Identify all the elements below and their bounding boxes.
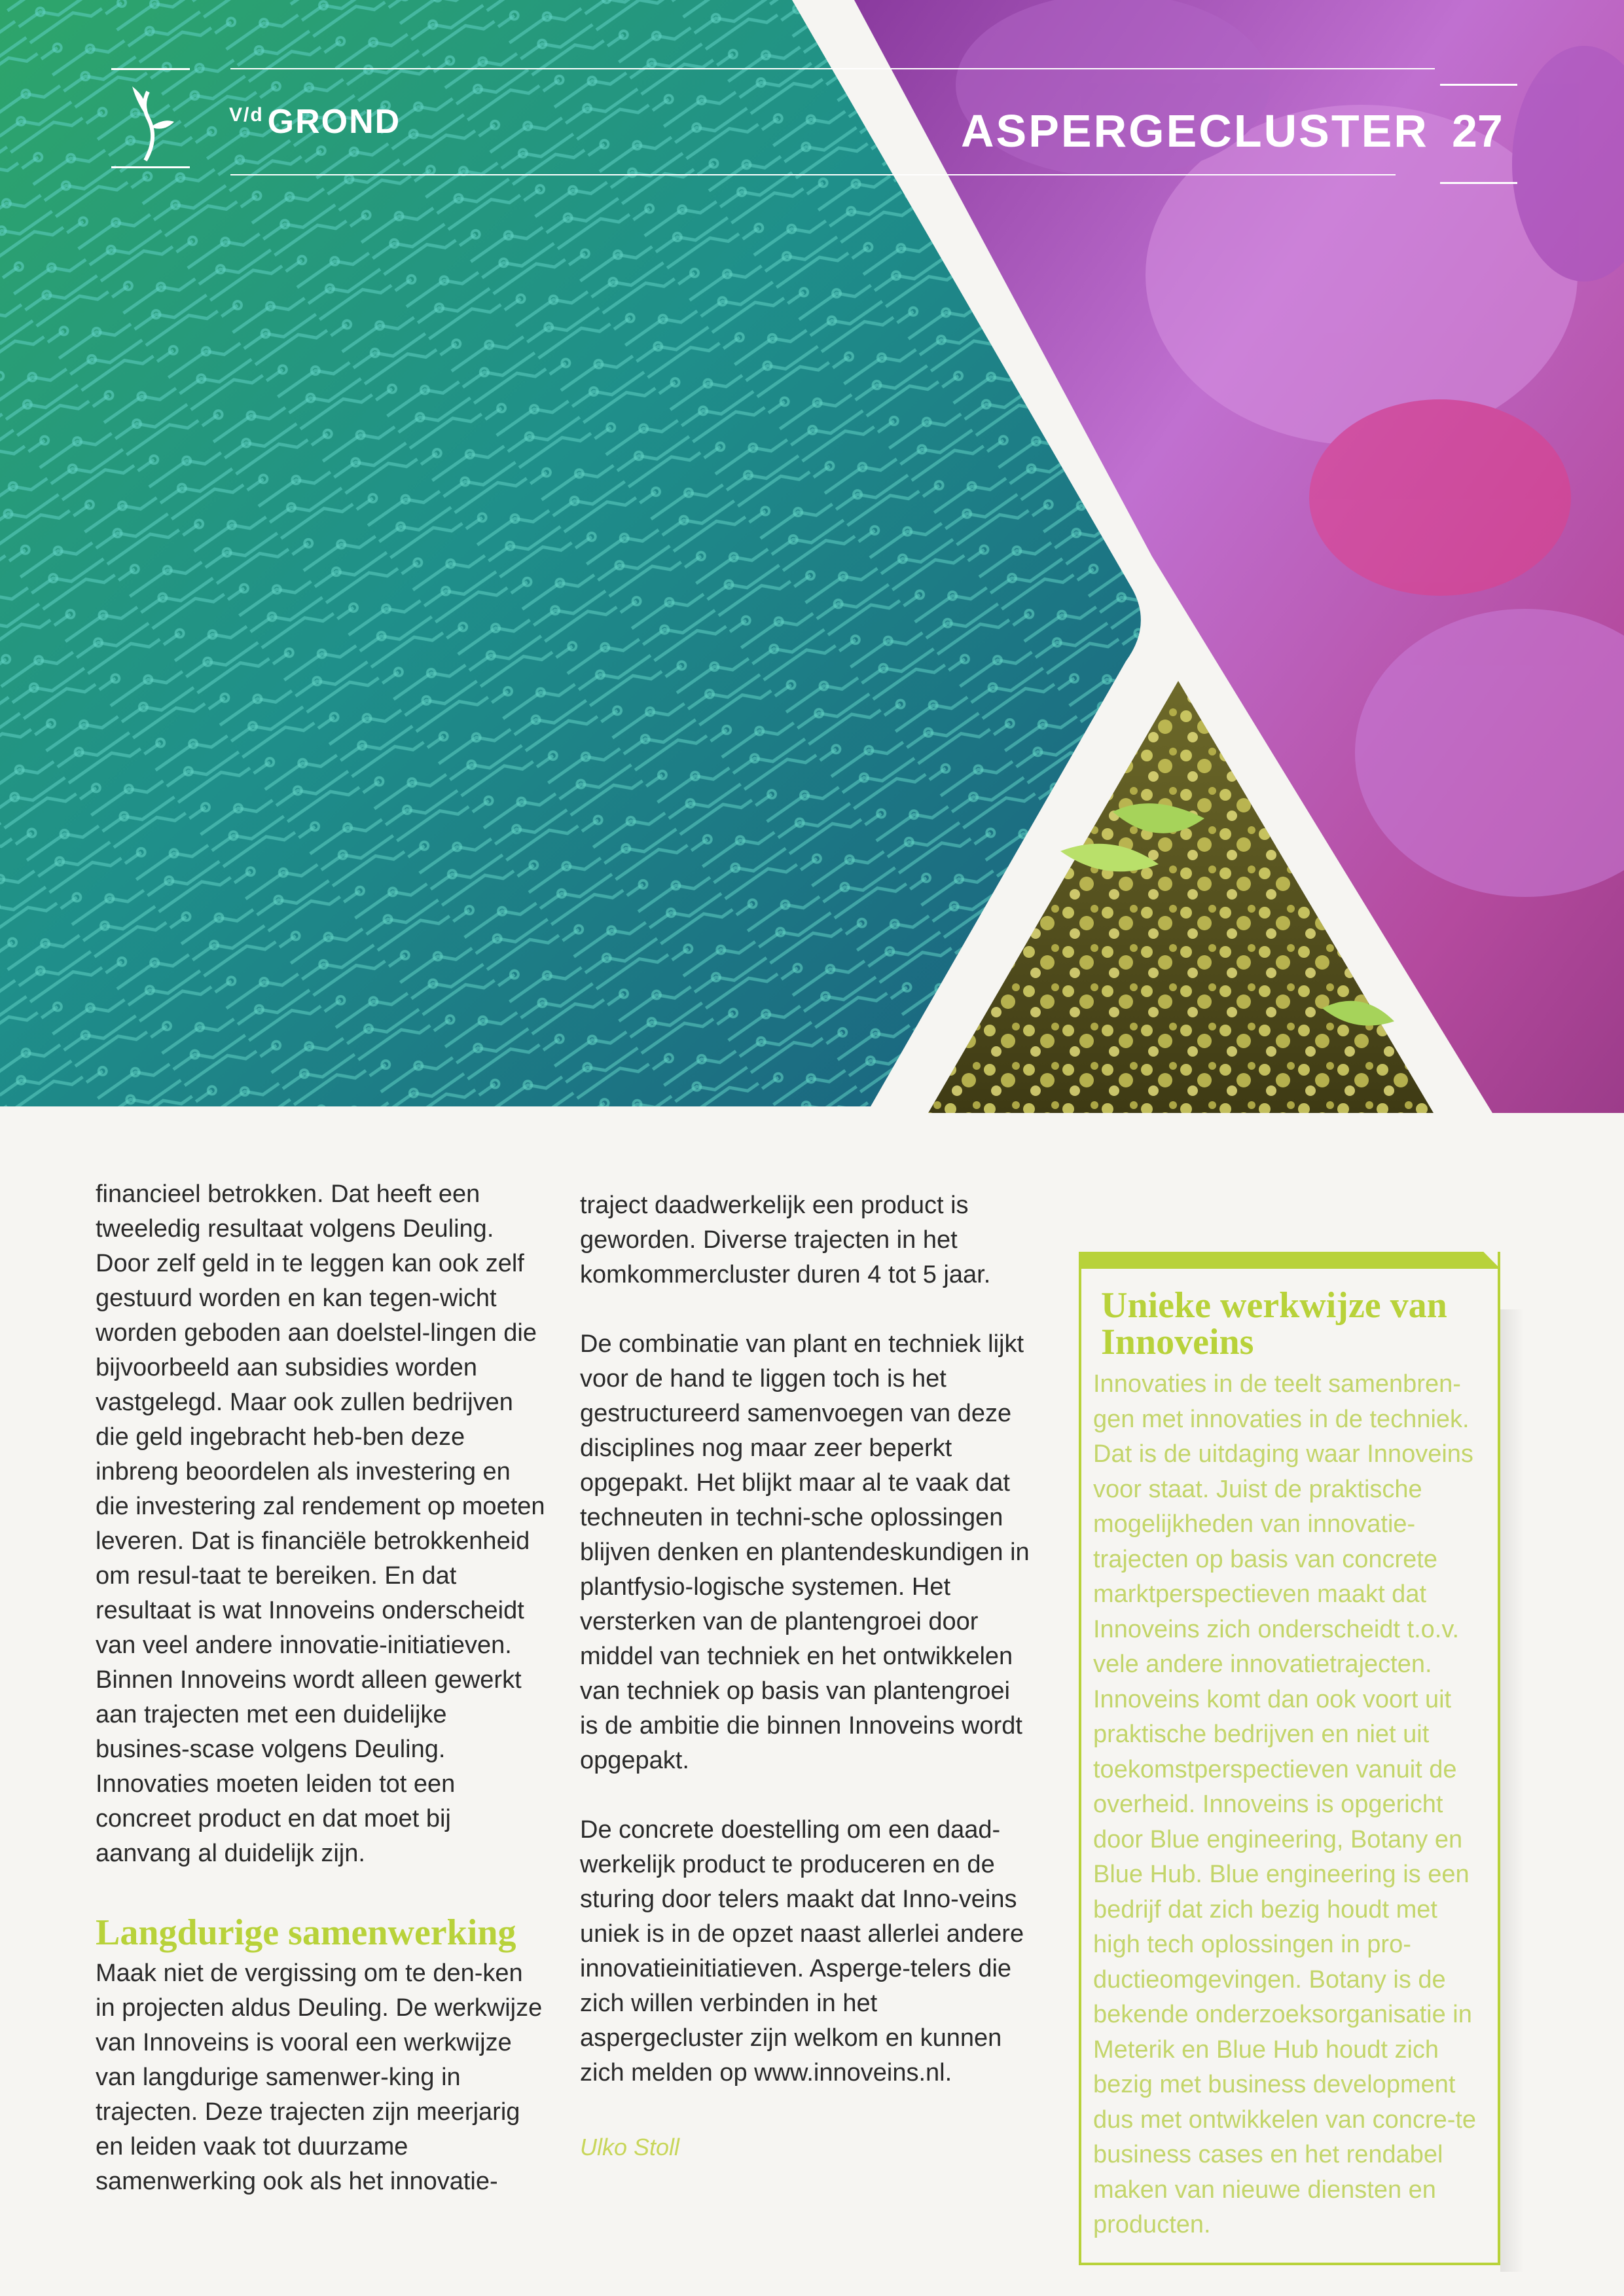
header-rule-right-top [1440, 84, 1517, 86]
article-author: Ulko Stoll [580, 2134, 680, 2160]
sidebar-text: Innovaties in de teelt samenbren-gen met innovaties in de techniek. Dat is de uitdaging waar Innoveins voor staat. Juist de praktische mogelijkheden van innovatie-trajecten op basis van concrete marktperspectieven maakt dat Innoveins zich onderscheidt t.o.v. vele andere innovatietrajecten. Innoveins komt dan ook voort uit praktische bedrijven en niet uit toekomstperspectieven vanuit de overheid. Innoveins is opgericht door Blue engineering, Botany en Blue Hub. Blue engineering is een bedrijf dat zich bezig houdt met high tech oplossingen in pro-ductieomgevingen. Botany is de bekende onderzoeksorganisatie in Meterik en Blue Hub houdt zich bezig met business development dus met ontwikkelen van concre-te business cases en het rendabel maken van nieuwe diensten en producten. [1093, 1370, 1477, 2238]
article-paragraph: Maak niet de vergissing om te den-ken in projecten aldus Deuling. De werkwijze van Innoveins is vooral een werkwijze van langdurige samenwer-king in trajecten. Deze trajecten zijn meerjarig en leiden vaak tot duurzame samenwerking ook als het innovatie- [96, 1959, 543, 2195]
page-number: 27 [1452, 105, 1503, 156]
header-rule-bottom [230, 174, 1396, 175]
hero-artwork [0, 0, 1624, 1113]
article-paragraph: De combinatie van plant en techniek lijkt voor de hand te liggen toch is het gestructureerd samenvoegen van deze disciplines nog maar zeer beperkt opgepakt. Het blijkt maar al te vaak dat techneuten in techni-sche oplossingen blijven denken en plantendeskundigen in plantfysio-logische systemen. Het versterken van de plantengroei door middel van techniek en het ontwikkelen van techniek op basis van plantengroei is de ambitie die binnen Innoveins wordt opgepakt. [580, 1330, 1030, 1774]
article-column-2 [580, 1188, 1032, 2164]
header-rule-left-bottom [111, 166, 190, 168]
article-paragraph: traject daadwerkelijk een product is geworden. Diverse trajecten in het komkommercluster duren 4 tot 5 jaar. [580, 1192, 991, 1288]
sprout-logo-icon [126, 79, 178, 164]
article-column-1 [96, 1177, 547, 2199]
article-paragraph: De concrete doestelling om een daad-werkelijk product te produceren en de sturing door telers maakt dat Inno-veins uniek is in de opzet naast allerlei andere innovatieinitiatieven. Asperge-telers die zich willen verbinden in het aspergecluster zijn welkom en kunnen zich melden op www.innoveins.nl. [580, 1816, 1024, 2086]
article-subhead: Langdurige samenwerking [96, 1912, 516, 1953]
section-title [229, 102, 401, 141]
article-paragraph: financieel betrokken. Dat heeft een tweeledig resultaat volgens Deuling. Door zelf geld in te leggen kan ook zelf gestuurd worden en kan tegen-wicht worden geboden aan doelstel-lingen die bijvoorbeeld aan subsidies worden vastgelegd. Maar ook zullen bedrijven die geld ingebracht heb-ben deze inbreng beoordelen als investering en die investering zal rendement op moeten leveren. Dat is financiële betrokkenheid om resul-taat te bereiken. En dat resultaat is wat Innoveins onderscheidt van veel andere innovatie-initiatieven. Binnen Innoveins wordt alleen gewerkt aan trajecten met een duidelijke busines-scase volgens Deuling. Innovaties moeten leiden tot een concreet product en dat moet bij aanvang al duidelijk zijn. [96, 1180, 545, 1867]
section-prefix: V/d [229, 103, 264, 126]
header-rule-left-top [111, 68, 190, 70]
sidebar-shadow [1500, 1309, 1524, 2272]
section-name: GROND [267, 103, 401, 141]
header-rule-top [230, 68, 1435, 69]
sidebar-tab [1079, 1252, 1500, 1269]
header-rule-right-bottom [1440, 182, 1517, 184]
cluster-title: ASPERGECLUSTER [961, 105, 1429, 156]
sidebar-title: Unieke werkwijze van Innoveins [1101, 1285, 1447, 1362]
